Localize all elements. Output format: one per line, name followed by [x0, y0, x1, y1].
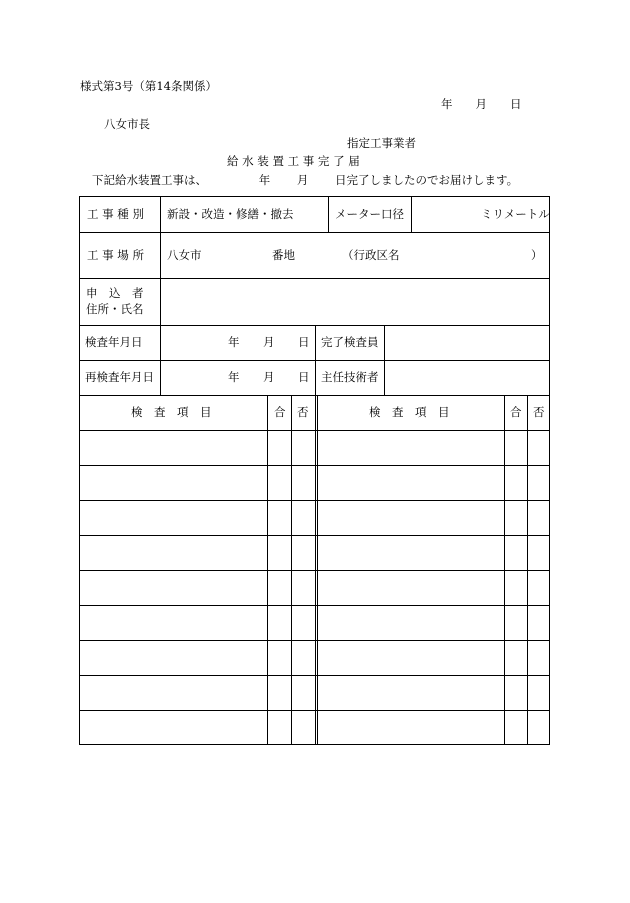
fail-header-right: 否 [533, 405, 545, 419]
form-title: 給 水 装 置 工 事 完 了 届 [227, 154, 360, 168]
meter-label: メーター口径 [335, 207, 404, 221]
site-close: ） [531, 248, 543, 262]
inspect-date-tsuki: 月 [263, 335, 275, 349]
site-ward: （行政区名 [342, 248, 400, 262]
completion-inspector-label: 完了検査員 [321, 335, 379, 349]
statement: 下記給水装置工事は、 年 月 日完了しましたのでお届けします。 [92, 173, 519, 187]
applicant-label-2: 住所・氏名 [86, 302, 144, 316]
reinspect-date-tsuki: 月 [263, 370, 275, 384]
items-header-right: 検 査 項 目 [369, 405, 450, 419]
chief-engineer-label: 主任技術者 [321, 370, 379, 384]
addressee: 八女市長 [104, 117, 150, 131]
site-city: 八女市 [167, 248, 202, 262]
pass-header-right: 合 [510, 405, 522, 419]
reinspect-date-hi: 日 [298, 370, 310, 384]
reinspect-date-nen: 年 [228, 370, 240, 384]
fail-header-left: 否 [297, 405, 309, 419]
inspect-date-label: 検査年月日 [85, 335, 143, 349]
pass-header-left: 合 [274, 405, 286, 419]
reinspect-date-label: 再検査年月日 [85, 370, 154, 384]
site-banchi: 番地 [272, 248, 295, 262]
contractor-label: 指定工事業者 [347, 136, 416, 150]
kind-value: 新設・改造・修繕・撤去 [167, 207, 294, 221]
meter-unit: ミリメートル [481, 207, 550, 221]
inspect-date-nen: 年 [228, 335, 240, 349]
applicant-label-1: 申 込 者 [86, 286, 144, 300]
inspect-date-hi: 日 [298, 335, 310, 349]
form-number: 様式第3号（第14条関係） [80, 79, 217, 93]
kind-label: 工 事 種 別 [87, 207, 144, 221]
site-label: 工 事 場 所 [87, 248, 144, 262]
date-line: 年 月 日 [441, 97, 522, 111]
items-header-left: 検 査 項 目 [131, 405, 212, 419]
